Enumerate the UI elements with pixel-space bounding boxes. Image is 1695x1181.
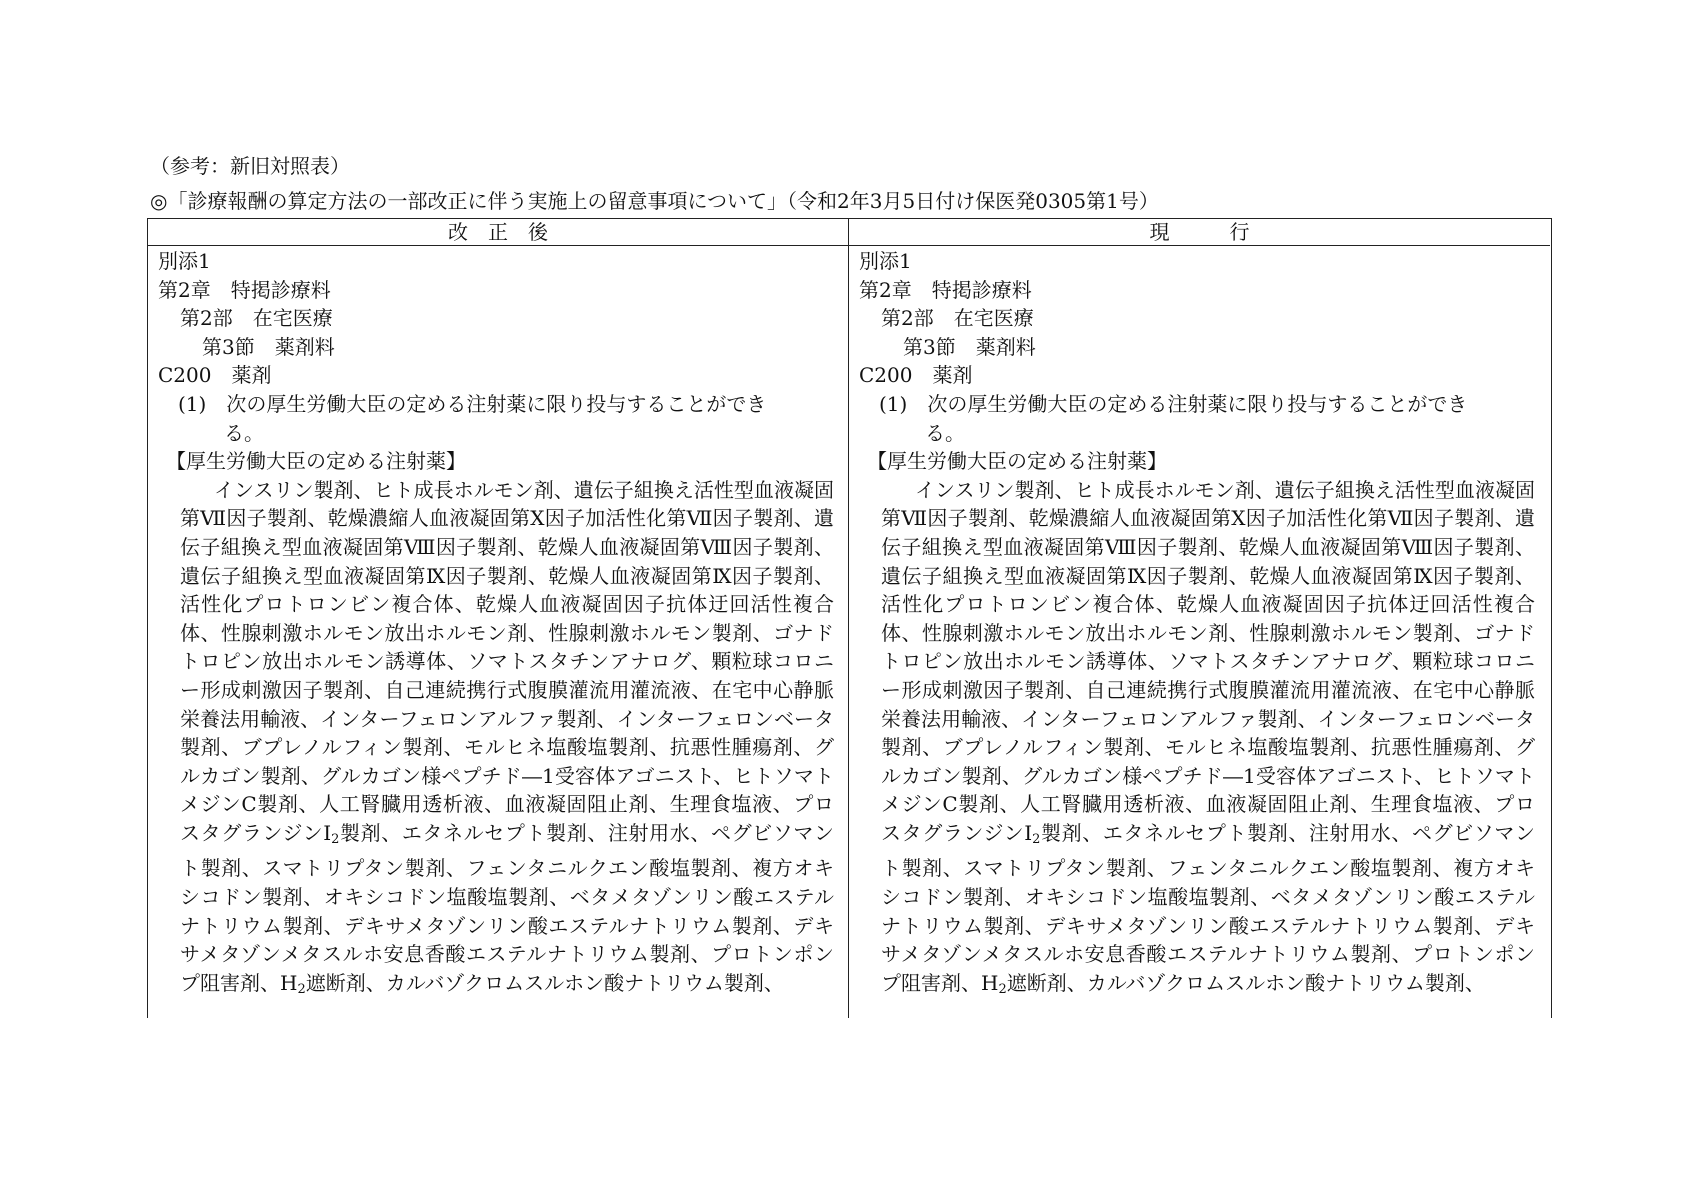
comparison-table	[147, 218, 1552, 1018]
code-heading: C200 薬剤	[859, 363, 973, 388]
chapter-heading: 第2章 特掲診療料	[158, 277, 331, 302]
designated-drugs-heading: 【厚生労働大臣の定める注射薬】	[867, 449, 1167, 474]
attachment-label: 別添1	[158, 249, 211, 273]
item-1-continuation: る。	[224, 420, 264, 445]
revised-column-body	[148, 246, 848, 1004]
drug-list-part-a: インスリン製剤、ヒト成長ホルモン剤、遺伝子組換え活性型血液凝固第Ⅶ因子製剤、乾燥濃縮人血液凝固第Ⅹ因子加活性化第Ⅶ因子製剤、遺伝子組換え型血液凝固第Ⅷ因子製剤、乾燥人血液凝固第Ⅷ因子製剤、遺伝子組換え型血液凝固第Ⅸ因子製剤、乾燥人血液凝固第Ⅸ因子製剤、活性化プロトロンビン複合体、乾燥人血液凝固因子抗体迂回活性複合体、性腺刺激ホルモン放出ホルモン剤、性腺刺激ホルモン製剤、ゴナドトロピン放出ホルモン誘導体、ソマトスタチンアナログ、顆粒球コロニー形成刺激因子製剤、自己連続携行式腹膜灌流用灌流液、在宅中心静脈栄養法用輸液、インターフェロンアルファ製剤、インターフェロンベータ製剤、ブプレノルフィン製剤、モルヒネ塩酸塩製剤、抗悪性腫瘍剤、グルカゴン製剤、グルカゴン様ペプチド―1受容体アゴニスト、ヒトソマトメジンC製剤、人工腎臓用透析液、血液凝固阻止剤、生理食塩液、プロスタグランジンI	[881, 477, 1535, 845]
part-heading: 第2部 在宅医療	[180, 306, 333, 331]
designated-drugs-list	[859, 476, 1535, 1005]
drug-list-part-b: 製剤、エタネルセプト製剤、注射用水、ペグビソマント製剤、スマトリプタン製剤、フェンタニルクエン酸塩製剤、複方オキシコドン製剤、オキシコドン塩酸塩製剤、ベタメタゾンリン酸エステルナトリウム製剤、デキサメタゾンリン酸エステルナトリウム製剤、デキサメタゾンメタスルホ安息香酸エステルナトリウム製剤、プロトンポンプ阻害剤、H	[881, 820, 1536, 995]
reference-label: （参考：新旧対照表）	[150, 154, 350, 178]
drug-list-part-b: 製剤、エタネルセプト製剤、注射用水、ペグビソマント製剤、スマトリプタン製剤、フェンタニルクエン酸塩製剤、複方オキシコドン製剤、オキシコドン塩酸塩製剤、ベタメタゾンリン酸エステルナトリウム製剤、デキサメタゾンリン酸エステルナトリウム製剤、デキサメタゾンメタスルホ安息香酸エステルナトリウム製剤、プロトンポンプ阻害剤、H	[180, 820, 835, 995]
subscript-a: 2	[331, 831, 340, 847]
item-1-text: (1) 次の厚生労働大臣の定める注射薬に限り投与することができ	[879, 391, 1468, 416]
document-title: ◎「診療報酬の算定方法の一部改正に伴う実施上の留意事項について」（令和2年3月5日付け保医発0305第1号）	[150, 189, 1159, 213]
drug-list-part-c: 遮断剤、カルバゾクロムスルホン酸ナトリウム製剤、	[305, 970, 784, 995]
chapter-heading: 第2章 特掲診療料	[859, 277, 1032, 302]
section-heading: 第3節 薬剤料	[903, 334, 1036, 359]
current-column-header: 現 行	[849, 219, 1550, 246]
code-heading: C200 薬剤	[158, 363, 272, 388]
attachment-label: 別添1	[859, 249, 912, 273]
designated-drugs-heading: 【厚生労働大臣の定める注射薬】	[166, 449, 466, 474]
part-heading: 第2部 在宅医療	[881, 306, 1034, 331]
designated-drugs-list	[158, 476, 834, 1005]
current-column	[849, 219, 1550, 1018]
item-1-continuation: る。	[925, 420, 965, 445]
subscript-a: 2	[1032, 831, 1041, 847]
section-heading: 第3節 薬剤料	[202, 334, 335, 359]
subscript-b: 2	[998, 981, 1007, 997]
subscript-b: 2	[297, 981, 306, 997]
item-1-text: (1) 次の厚生労働大臣の定める注射薬に限り投与することができ	[178, 391, 767, 416]
revised-column-header: 改 正 後	[148, 219, 848, 246]
current-column-body	[849, 246, 1550, 1004]
drug-list-part-c: 遮断剤、カルバゾクロムスルホン酸ナトリウム製剤、	[1006, 970, 1485, 995]
revised-column	[148, 219, 849, 1018]
drug-list-part-a: インスリン製剤、ヒト成長ホルモン剤、遺伝子組換え活性型血液凝固第Ⅶ因子製剤、乾燥濃縮人血液凝固第Ⅹ因子加活性化第Ⅶ因子製剤、遺伝子組換え型血液凝固第Ⅷ因子製剤、乾燥人血液凝固第Ⅷ因子製剤、遺伝子組換え型血液凝固第Ⅸ因子製剤、乾燥人血液凝固第Ⅸ因子製剤、活性化プロトロンビン複合体、乾燥人血液凝固因子抗体迂回活性複合体、性腺刺激ホルモン放出ホルモン剤、性腺刺激ホルモン製剤、ゴナドトロピン放出ホルモン誘導体、ソマトスタチンアナログ、顆粒球コロニー形成刺激因子製剤、自己連続携行式腹膜灌流用灌流液、在宅中心静脈栄養法用輸液、インターフェロンアルファ製剤、インターフェロンベータ製剤、ブプレノルフィン製剤、モルヒネ塩酸塩製剤、抗悪性腫瘍剤、グルカゴン製剤、グルカゴン様ペプチド―1受容体アゴニスト、ヒトソマトメジンC製剤、人工腎臓用透析液、血液凝固阻止剤、生理食塩液、プロスタグランジンI	[180, 477, 834, 845]
